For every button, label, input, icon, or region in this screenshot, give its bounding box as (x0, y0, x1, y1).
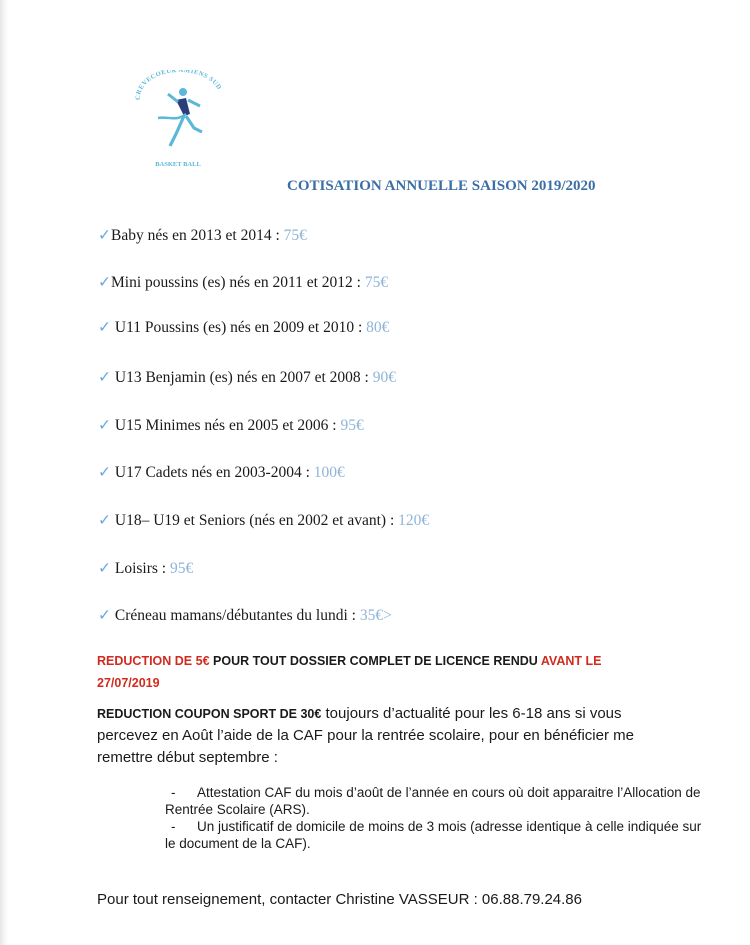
fee-item (98, 559, 193, 578)
fee-label: U18– U19 et Seniors (nés en 2002 et avant) : (111, 512, 399, 529)
fee-item (98, 416, 364, 435)
check-icon: ✓ (98, 607, 111, 624)
discount-deadline: AVANT LE 27/07/2019 (97, 654, 602, 690)
basketball-player-icon (128, 70, 228, 175)
contact-info: Pour tout renseignement, contacter Christine VASSEUR : 06.88.79.24.86 (97, 891, 582, 908)
fee-label: U11 Poussins (es) nés en 2009 et 2010 : (111, 319, 367, 336)
coupon-notice (97, 703, 677, 769)
fee-item (98, 511, 429, 530)
fee-item (98, 368, 396, 387)
fee-label: U15 Minimes nés en 2005 et 2006 : (111, 417, 341, 434)
fee-label: Créneau mamans/débutantes du lundi : (111, 607, 360, 624)
discount-amount: REDUCTION DE 5€ (97, 654, 210, 668)
fee-price: 75€ (364, 274, 389, 291)
fee-item (98, 226, 307, 245)
check-icon: ✓ (98, 319, 111, 336)
fee-price: 35€> (359, 607, 392, 624)
fee-label: U17 Cadets nés en 2003-2004 : (111, 464, 314, 481)
fee-item (98, 273, 388, 292)
dash-bullet: - (171, 785, 176, 800)
dash-bullet: - (171, 819, 176, 834)
check-icon: ✓ (98, 417, 111, 434)
document-item (165, 818, 705, 852)
page-title: COTISATION ANNUELLE SAISON 2019/2020 (287, 178, 596, 194)
fee-price: 75€ (283, 227, 307, 244)
fee-price: 100€ (313, 464, 345, 481)
document-item (165, 784, 705, 818)
page-edge-shadow (0, 0, 8, 945)
check-icon: ✓ (98, 560, 111, 577)
club-logo (128, 70, 228, 175)
document-text: Un justificatif de domicile de moins de 3 mois (adresse identique à celle indiquée sur le document de la CAF). (165, 819, 702, 851)
fee-label: Loisirs : (111, 560, 170, 577)
check-icon: ✓ (98, 464, 111, 481)
required-documents (165, 784, 705, 852)
fee-label: U13 Benjamin (es) nés en 2007 et 2008 : (111, 369, 373, 386)
coupon-text: toujours d’actualité pour les 6-18 ans si vous percevez en Août l’aide de la CAF pour la rentrée scolaire, pour en bénéficier me remettre début septembre : (97, 705, 634, 766)
check-icon: ✓ (98, 227, 111, 244)
fee-label: Mini poussins (es) nés en 2011 et 2012 : (111, 274, 365, 291)
logo-bottom-text: BASKET BALL (155, 161, 201, 168)
svg-text:CREVECOEUR AMIENS SUD (135, 70, 223, 100)
fee-label: Baby nés en 2013 et 2014 : (111, 227, 284, 244)
fee-price: 95€ (170, 560, 194, 577)
coupon-title: REDUCTION COUPON SPORT DE 30€ (97, 707, 322, 721)
check-icon: ✓ (98, 369, 111, 386)
check-icon: ✓ (98, 274, 111, 291)
logo-top-text: CREVECOEUR AMIENS SUD (134, 70, 223, 101)
fee-price: 95€ (340, 417, 364, 434)
discount-notice (97, 650, 657, 694)
fee-item (98, 318, 389, 337)
fee-price: 80€ (366, 319, 390, 336)
fee-item (98, 463, 345, 482)
document-text: Attestation CAF du mois d’août de l’année en cours où doit apparaitre l’Allocation de Rentrée Scolaire (ARS). (165, 785, 701, 817)
fee-price: 90€ (372, 369, 396, 386)
discount-text: POUR TOUT DOSSIER COMPLET DE LICENCE RENDU (209, 654, 541, 668)
fee-item (98, 606, 392, 625)
fee-price: 120€ (398, 512, 430, 529)
check-icon: ✓ (98, 512, 111, 529)
